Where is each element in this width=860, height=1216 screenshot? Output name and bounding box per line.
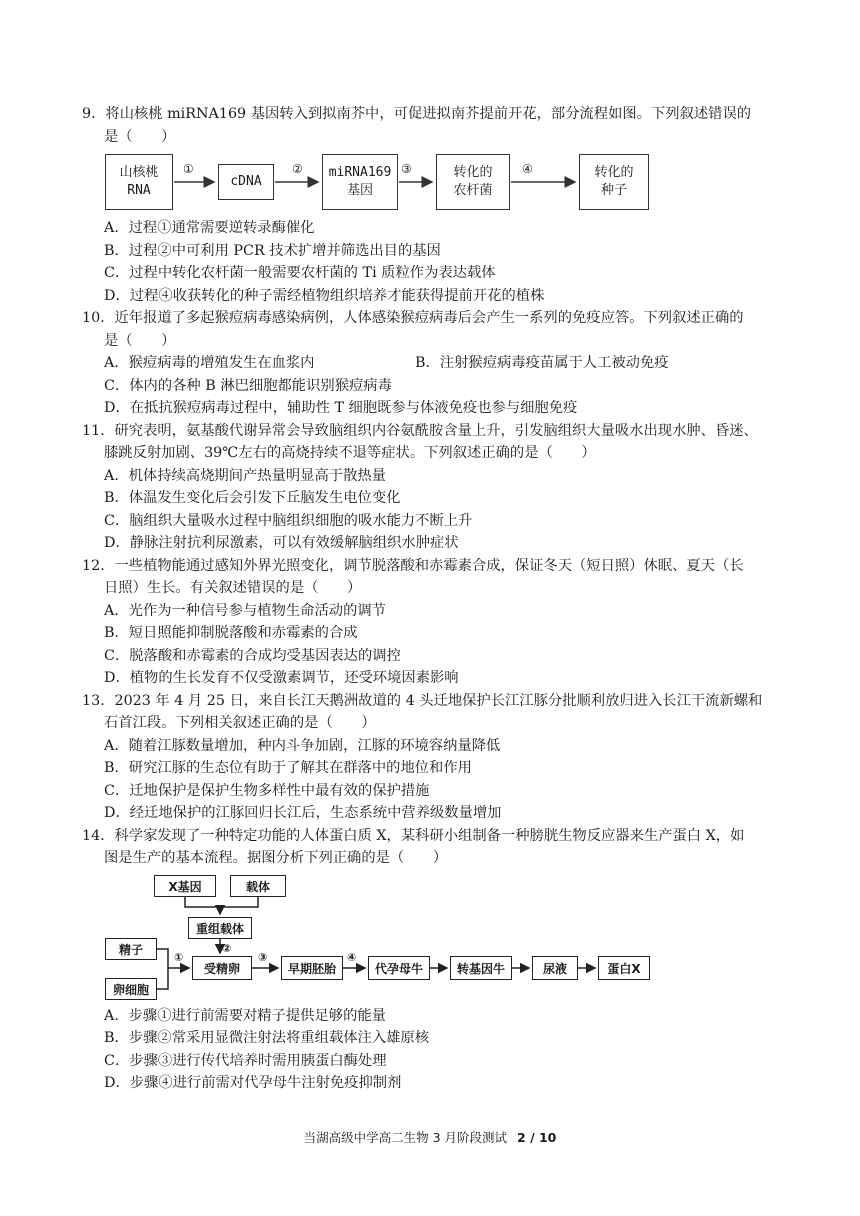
box-early-embryo: 早期胚胎: [281, 956, 343, 980]
diagram-step-3: ③: [258, 951, 268, 964]
q9-option-d[interactable]: D．过程④收获转化的种子需经植物组织培养才能获得提前开花的植株: [104, 288, 545, 304]
merge-line: [185, 897, 258, 907]
q13-option-a[interactable]: A．随着江豚数量增加，种内斗争加剧，江豚的环境容纳量降低: [104, 738, 501, 754]
q9-stem-line1: 9．将山核桃 miRNA169 基因转入到拟南芥中，可促进拟南芥提前开花，部分流程如图。下列叙述错误的: [82, 106, 752, 122]
box-fertilized-egg: 受精卵: [192, 956, 252, 980]
gamete-merge-line: [157, 949, 168, 989]
flow-box-cdna-label: cDNA: [230, 174, 262, 189]
q10-option-d[interactable]: D．在抵抗猴痘病毒过程中，辅助性 T 细胞既参与体液免疫也参与细胞免疫: [104, 400, 578, 416]
q12-option-b[interactable]: B．短日照能抑制脱落酸和赤霉素的合成: [104, 625, 358, 641]
box-sperm: 精子: [105, 938, 157, 960]
q11-option-d[interactable]: D．静脉注射抗利尿激素，可以有效缓解脑组织水肿症状: [104, 535, 459, 551]
box-egg: 卵细胞: [105, 978, 157, 1000]
q11-stem-line2: 膝跳反射加剧、39℃左右的高烧持续不退等症状。下列叙述正确的是（ ）: [104, 445, 596, 461]
q10-stem-line2: 是（ ）: [104, 333, 176, 349]
q12-option-c[interactable]: C．脱落酸和赤霉素的合成均受基因表达的调控: [104, 648, 401, 664]
flow-step-2: ②: [292, 162, 303, 176]
q12-option-d[interactable]: D．植物的生长发育不仅受激素调节，还受环境因素影响: [104, 670, 459, 686]
q13-stem-line2: 石首江段。下列相关叙述正确的是（ ）: [104, 715, 376, 731]
flow-box-rna-label: 山核桃 RNA: [119, 165, 159, 198]
page-number: 2 / 10: [517, 1130, 557, 1145]
box-protein-x: 蛋白X: [598, 956, 650, 980]
box-vector: 载体: [230, 875, 286, 897]
flow-box-agrobacterium-label: 转化的 农杆菌: [453, 165, 493, 198]
q13-stem-line1: 13．2023 年 4 月 25 日，来自长江天鹅洲故道的 4 头迁地保护长江江豚分批顺利放归进入长江干流新螺和: [82, 693, 763, 709]
q9-stem-line2: 是（ ）: [104, 129, 176, 145]
flow-box-mirna-gene-label: miRNA169 基因: [328, 165, 392, 198]
flow-box-seed-label: 转化的 种子: [594, 165, 634, 198]
q13-option-c[interactable]: C．迁地保护是保护生物多样性中最有效的保护措施: [104, 783, 430, 799]
q14-option-a[interactable]: A．步骤①进行前需要对精子提供足够的能量: [104, 1008, 386, 1024]
flow-step-1: ①: [183, 162, 194, 176]
q13-option-b[interactable]: B．研究江豚的生态位有助于了解其在群落中的地位和作用: [104, 760, 472, 776]
q14-stem-line1: 14．科学家发现了一种特定功能的人体蛋白质 X，某科研小组制备一种膀胱生物反应器来生产蛋白 X，如: [82, 828, 745, 844]
q11-option-b[interactable]: B．体温发生变化后会引发下丘脑发生电位变化: [104, 490, 401, 506]
box-transgenic-cow: 转基因牛: [450, 956, 512, 980]
q9-option-b[interactable]: B．过程②中可利用 PCR 技术扩增并筛选出目的基因: [104, 243, 441, 259]
q12-option-a[interactable]: A．光作为一种信号参与植物生命活动的调节: [104, 603, 386, 619]
q14-option-b[interactable]: B．步骤②常采用显微注射法将重组载体注入雄原核: [104, 1030, 430, 1046]
q14-option-c[interactable]: C．步骤③进行传代培养时需用胰蛋白酶处理: [104, 1053, 387, 1069]
footer-title: 当湖高级中学高二生物 3 月阶段测试: [303, 1130, 508, 1145]
q10-option-a[interactable]: A．猴痘病毒的增殖发生在血浆内: [104, 355, 315, 371]
q11-stem-line1: 11．研究表明，氨基酸代谢异常会导致脑组织内谷氨酰胺含量上升，引发脑组织大量吸水出现水肿、昏迷、: [82, 423, 758, 439]
box-x-gene: X基因: [154, 875, 216, 897]
box-surrogate-cow: 代孕母牛: [368, 956, 430, 980]
q12-stem-line2: 日照）生长。有关叙述错误的是（ ）: [104, 580, 362, 596]
box-urine: 尿液: [532, 956, 578, 980]
diagram-step-1: ①: [174, 951, 184, 964]
q9-option-c[interactable]: C．过程中转化农杆菌一般需要农杆菌的 Ti 质粒作为表达载体: [104, 265, 496, 281]
q14-option-d[interactable]: D．步骤④进行前需对代孕母牛注射免疫抑制剂: [104, 1075, 402, 1091]
page-footer: [0, 1128, 860, 1146]
q10-stem-line1: 10．近年报道了多起猴痘病毒感染病例，人体感染猴痘病毒后会产生一系列的免疫应答。下列叙述正确的: [82, 310, 744, 326]
flow-step-4: ④: [522, 162, 533, 176]
q11-option-c[interactable]: C．脑组织大量吸水过程中脑组织细胞的吸水能力不断上升: [104, 513, 473, 529]
box-recombinant-vector: 重组载体: [188, 917, 252, 939]
diagram-step-2: ②: [222, 942, 232, 955]
q13-option-d[interactable]: D．经迁地保护的江豚回归长江后，生态系统中营养级数量增加: [104, 805, 502, 821]
q10-option-c[interactable]: C．体内的各种 B 淋巴细胞都能识别猴痘病毒: [104, 378, 392, 394]
q12-stem-line1: 12．一些植物能通过感知外界光照变化，调节脱落酸和赤霉素合成，保证冬天（短日照）休眠、夏天（长: [82, 558, 744, 574]
q9-option-a[interactable]: A．过程①通常需要逆转录酶催化: [104, 220, 315, 236]
q11-option-a[interactable]: A．机体持续高烧期间产热量明显高于散热量: [104, 468, 386, 484]
q14-stem-line2: 图是生产的基本流程。据图分析下列正确的是（ ）: [104, 850, 448, 866]
diagram-step-4: ④: [347, 951, 357, 964]
q10-option-b[interactable]: B．注射猴痘病毒疫苗属于人工被动免疫: [415, 355, 669, 371]
flow-step-3: ③: [401, 162, 412, 176]
